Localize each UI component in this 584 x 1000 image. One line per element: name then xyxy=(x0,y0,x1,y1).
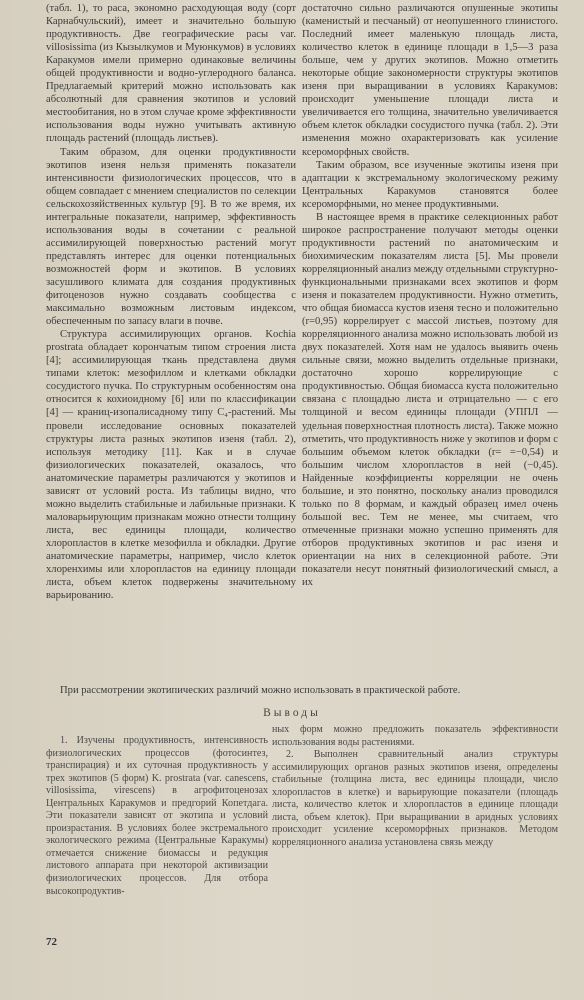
paragraph: Таким образом, все изученные экотипы изеня при адаптации к экстремальному экологическому режиму Центральных Каракумов становятся более ксероморфными, но менее продуктивными. xyxy=(302,159,558,210)
paragraph: Структура ассимилирующих органов. Kochia prostrata обладает корончатым типом строения листа [4]; ассимилирующая ткань представлена двумя типами клеток: мезофиллом и клетками обкладки сосудистого пучка. По структурным особенностям она относится к кохиоидному [6] или по классификации [4] — краниц-изопалисадному типу C₄-растений. Мы провели исследование основных показателей структуры листа разных экотипов изеня (табл. 2), используя методику [11]. Как и в случае физиологических показателей, оказалось, что анатомические параметры различаются у экотипов и зависят от условий роста. Из таблицы видно, что можно выделить стабильные и лабильные признаки. К маловарьирующим признакам можно отнести толщину листа, вес единицы площади, количество хлоропластов в клетке мезофилла и обкладки. Другие анатомические параметры, например, число клеток хлоренхимы или хлоропластов на единицу площади листа, объем клеток подвержены значительному варьированию. xyxy=(46,329,296,602)
paragraph: 2. Выполнен сравнительный анализ структуры ассимилирующих органов разных экотипов изеня, определены стабильные (толщина листа, вес единицы площади, число хлоропластов в клетке) и варьирующие показатели (площадь листа, количество клеток и хлоропластов в единице площади листа, объем клеток). При выращивании в аридных условиях происходит усиление ксероморфных признаков. Методом корреляционного анализа установлена связь между xyxy=(272,749,558,848)
paragraph: достаточно сильно различаются опушенные экотипы (каменистый и песчаный) от неопушенного глинистого. Последний имеет маленькую площадь листа, количество клеток в единице площади в 1,5—3 раза больше, чем у других экотипов. Можно отметить некоторые общие закономерности структуры экотипов изеня при выращивании в условиях Каракумов: происходит уменьшение площади листа и увеличивается его толщина, значительно увеличивается объем клеток обкладки сосудистого пучка (табл. 2). Эти изменения можно охарактеризовать как усиление ксероморфных свойств. xyxy=(302,3,558,158)
paragraph: В настоящее время в практике селекционных работ широкое распространение получают методы оценки продуктивности растений по анатомическим и биохимическим показателям листа [5]. Мы провели корреляционный анализ между отдельными структурно-функциональными признаками всех экотипов и форм изеня и показателем продуктивности. Нужно отметить, что общая биомасса кустов изеня тесно и положительно (r=0,95) коррелирует с массой листьев, поэтому для корреляционного анализа можно использовать любой из двух показателей. Хотя нам не удалось выявить очень сильные связи, можно выделить отдельные признаки, достаточно хорошо коррелирующие с продуктивностью. Общая биомасса куста положительно связана с площадью листа и отрицательно — с его толщиной и весом единицы площади (УППЛ — удельная поверхностная плотность листа). Также можно отметить, что продуктивность ниже у экотипов и форм с большим объемом клеток обкладки (r= =−0,54) и большим числом хлоропластов в ней (−0,45). Найденные коэффициенты корреляции не очень большие, и это понятно, поскольку анализ проводился только по 8 формам, и каждый образец имел очень большой вес. Тем не менее, мы считаем, что отмеченные признаки можно успешно применять для отборов продуктивных экотипов и рас изеня и ориентации на них в селекционной работе. Эти показатели несут понятный физиологический смысл, а их xyxy=(302,211,558,589)
left-text-column xyxy=(46,2,296,602)
section-heading: Выводы xyxy=(263,707,321,719)
paragraph: 1. Изучены продуктивность, интенсивность физиологических процессов (фотосинтез, транспирация) и их суточная продуктивность у трех экотипов (5 форм) K. prostrata (var. canescens, villosissima, virescens) в агрофитоценозах Центральных Каракумов и предгорий Копетдага. Эти показатели зависят от экотипа и условий произрастания. В условиях более экстремального экологического режима (Центральные Каракумы) отмечается снижение биомассы и редукция листового аппарата при некоторой активизации физиологических процессов. Для отбора высокопродуктив- xyxy=(46,735,268,897)
paragraph: ных форм можно предложить показатель эффективности использования воды растениями. xyxy=(272,724,558,748)
paragraph: (табл. 1), то раса, экономно расходующая воду (сорт Карнабчульский), имеет и значительно бо́льшую продуктивность. Две географические расы var. villosissima (из Кызылкумов и Муюнкумов) в условиях Каракумов имели примерно одинаковые величины общей продуктивности и водно-углеродного баланса. Предлагаемый критерий можно использовать как абсолютный для сравнения экотипов и условий местообитания, но в этом случае кроме эффективности использования воды нужно учитывать активную площадь растений (площадь листьев). xyxy=(46,3,296,145)
page-number: 72 xyxy=(46,936,57,948)
conclusions-left-column xyxy=(46,735,268,898)
paragraph: Таким образом, для оценки продуктивности экотипов изеня нельзя применять показатели интенсивности физиологических процессов, что в общем совпадает с мнением специалистов по селекции сельскохозяйственных культур [9]. В то же время, их интегральные показатели, например, эффективность использования воды в сочетании с реальной ассимилирующей поверхностью растений могут представлять интерес для оценки потенциальных возможностей форм и экотипов. В условиях засушливого климата для создания продуктивных фитоценозов нужно создавать сообщества с максимально возможным листовым индексом, обеспеченным по запасу влаги в почве. xyxy=(46,146,296,328)
right-text-column xyxy=(302,2,558,589)
full-width-closing-line: При рассмотрении экотипических различий можно использовать в практической работе. xyxy=(60,685,461,696)
conclusions-right-column xyxy=(272,724,558,849)
